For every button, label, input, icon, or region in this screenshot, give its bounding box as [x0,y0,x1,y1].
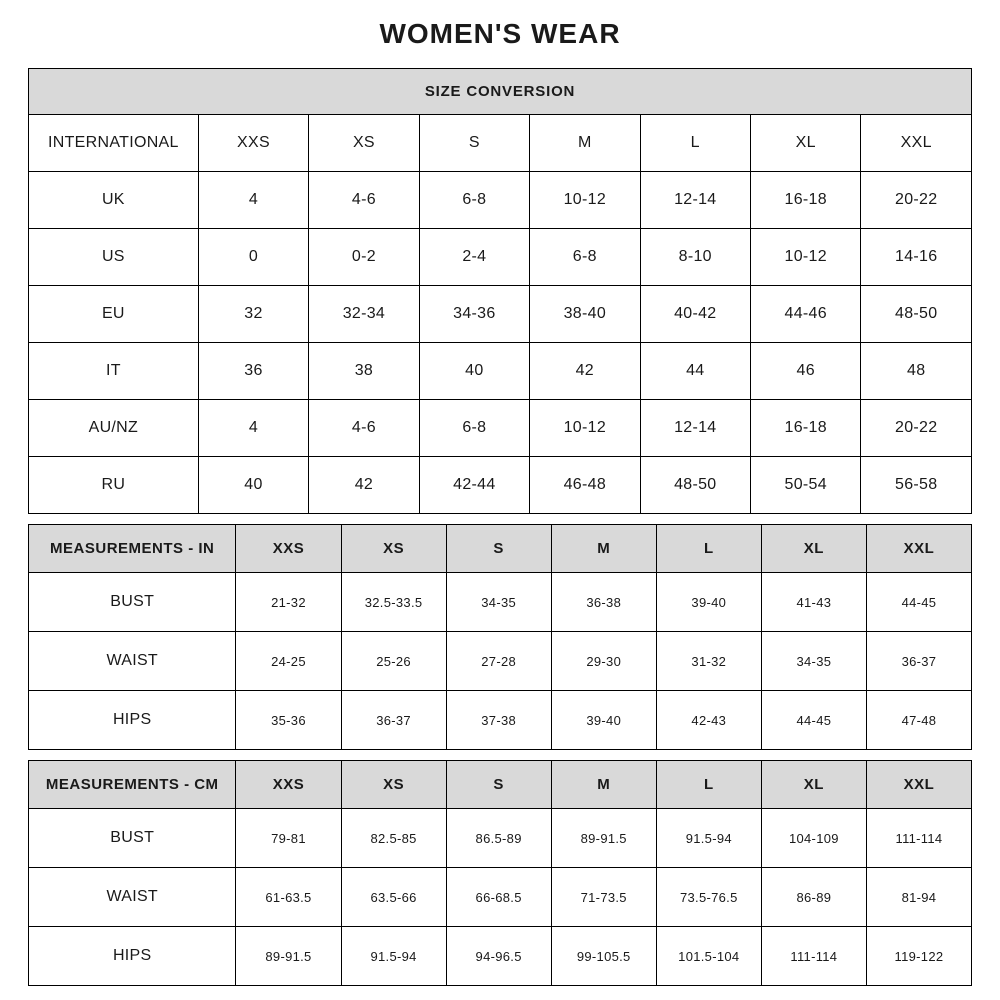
value-cell: 39-40 [551,691,656,750]
value-cell: 82.5-85 [341,809,446,868]
table-row [29,809,972,868]
column-header: XXS [236,525,341,573]
value-cell: 36-38 [551,573,656,632]
row-label: WAIST [29,632,236,691]
value-cell: 6-8 [419,400,529,457]
table-row [29,172,972,229]
column-header: XXS [198,115,308,172]
column-header: XXL [861,115,972,172]
column-header: L [656,525,761,573]
header-row [29,115,972,172]
value-cell: 41-43 [761,573,866,632]
value-cell: 56-58 [861,457,972,514]
value-cell: 94-96.5 [446,927,551,986]
value-cell: 10-12 [530,172,640,229]
value-cell: 48-50 [861,286,972,343]
value-cell: 31-32 [656,632,761,691]
value-cell: 27-28 [446,632,551,691]
table-row [29,632,972,691]
value-cell: 48-50 [640,457,750,514]
value-cell: 44-46 [751,286,861,343]
value-cell: 104-109 [761,809,866,868]
value-cell: 99-105.5 [551,927,656,986]
column-header: XL [751,115,861,172]
size-conversion-title: SIZE CONVERSION [29,69,972,115]
row-label: IT [29,343,199,400]
value-cell: 63.5-66 [341,868,446,927]
value-cell: 32.5-33.5 [341,573,446,632]
header-row [29,525,972,573]
value-cell: 44 [640,343,750,400]
column-header: S [419,115,529,172]
column-header: XXS [236,761,341,809]
measurements-in-table [28,524,972,750]
value-cell: 6-8 [419,172,529,229]
value-cell: 46 [751,343,861,400]
value-cell: 38 [309,343,419,400]
table-title-row [29,69,972,115]
value-cell: 48 [861,343,972,400]
value-cell: 8-10 [640,229,750,286]
value-cell: 16-18 [751,400,861,457]
value-cell: 91.5-94 [656,809,761,868]
column-header: L [640,115,750,172]
value-cell: 32-34 [309,286,419,343]
row-label: RU [29,457,199,514]
value-cell: 40-42 [640,286,750,343]
value-cell: 35-36 [236,691,341,750]
value-cell: 79-81 [236,809,341,868]
table-row [29,286,972,343]
value-cell: 89-91.5 [236,927,341,986]
row-label: BUST [29,573,236,632]
column-header: M [551,761,656,809]
value-cell: 71-73.5 [551,868,656,927]
value-cell: 61-63.5 [236,868,341,927]
row-label: BUST [29,809,236,868]
size-conversion-table [28,68,972,514]
page-title: WOMEN'S WEAR [379,18,621,49]
row-label: UK [29,172,199,229]
value-cell: 25-26 [341,632,446,691]
value-cell: 111-114 [866,809,971,868]
table-row [29,400,972,457]
value-cell: 86.5-89 [446,809,551,868]
value-cell: 111-114 [761,927,866,986]
header-row [29,761,972,809]
value-cell: 34-35 [761,632,866,691]
value-cell: 36-37 [866,632,971,691]
value-cell: 50-54 [751,457,861,514]
table-label: MEASUREMENTS - CM [29,761,236,809]
value-cell: 4 [198,400,308,457]
column-header: XL [761,525,866,573]
table-row [29,343,972,400]
column-header: S [446,525,551,573]
column-header: S [446,761,551,809]
value-cell: 44-45 [866,573,971,632]
value-cell: 42-43 [656,691,761,750]
value-cell: 40 [419,343,529,400]
value-cell: 32 [198,286,308,343]
value-cell: 10-12 [530,400,640,457]
row-label: EU [29,286,199,343]
value-cell: 44-45 [761,691,866,750]
value-cell: 20-22 [861,400,972,457]
table-label: MEASUREMENTS - IN [29,525,236,573]
value-cell: 14-16 [861,229,972,286]
table-label: INTERNATIONAL [29,115,199,172]
value-cell: 2-4 [419,229,529,286]
column-header: XL [761,761,866,809]
column-header: XS [341,525,446,573]
row-label: AU/NZ [29,400,199,457]
value-cell: 38-40 [530,286,640,343]
value-cell: 89-91.5 [551,809,656,868]
table-row [29,691,972,750]
row-label: HIPS [29,691,236,750]
table-row [29,573,972,632]
table-row [29,927,972,986]
value-cell: 10-12 [751,229,861,286]
value-cell: 37-38 [446,691,551,750]
value-cell: 24-25 [236,632,341,691]
value-cell: 39-40 [656,573,761,632]
row-label: HIPS [29,927,236,986]
value-cell: 29-30 [551,632,656,691]
column-header: XS [341,761,446,809]
value-cell: 91.5-94 [341,927,446,986]
value-cell: 34-36 [419,286,529,343]
value-cell: 4-6 [309,400,419,457]
value-cell: 42-44 [419,457,529,514]
column-header: XS [309,115,419,172]
row-label: US [29,229,199,286]
value-cell: 4 [198,172,308,229]
row-label: WAIST [29,868,236,927]
value-cell: 86-89 [761,868,866,927]
value-cell: 4-6 [309,172,419,229]
table-row [29,229,972,286]
column-header: XXL [866,525,971,573]
value-cell: 66-68.5 [446,868,551,927]
value-cell: 6-8 [530,229,640,286]
value-cell: 21-32 [236,573,341,632]
value-cell: 0-2 [309,229,419,286]
value-cell: 46-48 [530,457,640,514]
table-row [29,868,972,927]
column-header: M [530,115,640,172]
value-cell: 36-37 [341,691,446,750]
value-cell: 101.5-104 [656,927,761,986]
value-cell: 36 [198,343,308,400]
value-cell: 40 [198,457,308,514]
value-cell: 20-22 [861,172,972,229]
column-header: L [656,761,761,809]
value-cell: 119-122 [866,927,971,986]
table-row [29,457,972,514]
value-cell: 12-14 [640,172,750,229]
value-cell: 42 [530,343,640,400]
column-header: XXL [866,761,971,809]
value-cell: 73.5-76.5 [656,868,761,927]
value-cell: 12-14 [640,400,750,457]
value-cell: 16-18 [751,172,861,229]
column-header: M [551,525,656,573]
measurements-cm-table [28,760,972,986]
value-cell: 47-48 [866,691,971,750]
value-cell: 0 [198,229,308,286]
value-cell: 81-94 [866,868,971,927]
value-cell: 34-35 [446,573,551,632]
value-cell: 42 [309,457,419,514]
